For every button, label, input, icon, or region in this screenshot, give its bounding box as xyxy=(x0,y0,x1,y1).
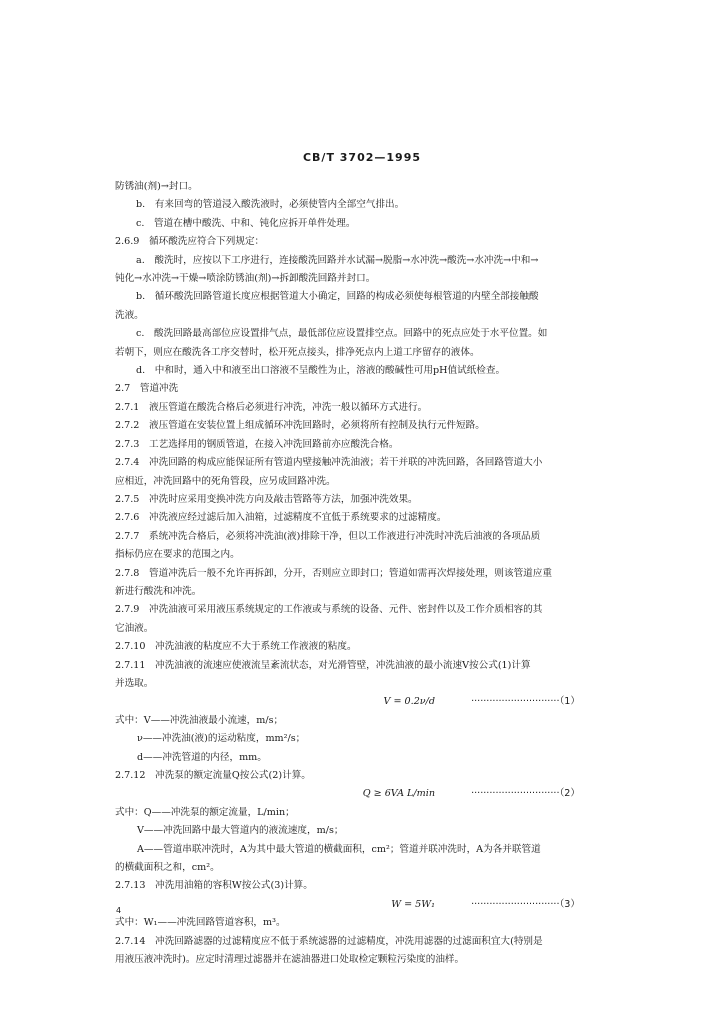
where-line: 的横截面积之和，cm²。 xyxy=(115,862,220,873)
paragraph-line: 用液压液冲洗时)。应定时清理过滤器并在滤油器进口处取检定颗粒污染度的油样。 xyxy=(115,954,465,966)
where-line: V——冲洗回路中最大管道内的液流速度，m/s； xyxy=(137,825,344,837)
paragraph-line: 2.7.5 冲洗时应采用变换冲洗方向及敲击管路等方法，加强冲洗效果。 xyxy=(115,493,418,505)
paragraph-line: 洗液。 xyxy=(115,309,144,321)
paragraph-line: c. 管道在槽中酸洗、中和、钝化应拆开单件处理。 xyxy=(136,217,356,229)
formula-2-expression: Q ≥ 6VA L/min xyxy=(362,788,435,800)
formula-1 xyxy=(115,693,580,711)
paragraph-line: 2.6.9 循环酸洗应符合下列规定： xyxy=(115,236,265,248)
where-line: 式中：Q——冲洗泵的额定流量，L/min； xyxy=(115,806,295,818)
document-body xyxy=(115,178,580,969)
paragraph-line: c. 酸洗回路最高部位应设置排气点，最低部位应设置排空点。回路中的死点应处于水平位置。如 xyxy=(136,328,548,340)
paragraph-line: b. 循环酸洗回路管道长度应根据管道大小确定，回路的构成必须使每根管道的内壁全部接触酸 xyxy=(136,291,539,303)
where-line: ν——冲洗油(液)的运动粘度，mm²/s； xyxy=(137,733,306,745)
where-line: A——管道串联冲洗时，A为其中最大管道的横截面积，cm²；管道并联冲洗时，A为各并联管道 xyxy=(137,843,541,855)
formula-3-number: ·····························（3） xyxy=(471,898,580,910)
paragraph-line: 新进行酸洗和冲洗。 xyxy=(115,585,202,597)
formula-2-number: ·····························（2） xyxy=(471,788,580,800)
paragraph-line: 2.7.6 冲洗液应经过滤后加入油箱，过滤精度不宜低于系统要求的过滤精度。 xyxy=(115,512,447,524)
paragraph-line: 2.7.8 管道冲洗后一般不允许再拆卸，分开，否则应立即封口；管道如需再次焊接处理，则该管道应重 xyxy=(115,567,552,579)
paragraph-line: 2.7 管道冲洗 xyxy=(115,383,179,395)
paragraph-line: 2.7.9 冲洗油液可采用液压系统规定的工作液或与系统的设备、元件、密封件以及工作介质相容的其 xyxy=(115,604,543,616)
paragraph-line: 钝化→水冲洗→干燥→喷涂防锈油(剂)→拆卸酸洗回路并封口。 xyxy=(115,273,376,285)
paragraph-line: 并选取。 xyxy=(115,677,154,689)
paragraph-line: 2.7.4 冲洗回路的构成应能保证所有管道内壁接触冲洗油液；若干并联的冲洗回路，各回路管道大小 xyxy=(115,457,543,469)
formula-3-expression: W = 5W₁ xyxy=(391,898,435,910)
paragraph-line: 它油液。 xyxy=(115,622,154,634)
formula-1-number: ·····························（1） xyxy=(471,696,580,708)
paragraph-line: b. 有来回弯的管道浸入酸洗液时，必须使管内全部空气排出。 xyxy=(136,199,405,211)
paragraph-line: 2.7.1 液压管道在酸洗合格后必须进行冲洗，冲洗一般以循环方式进行。 xyxy=(115,401,428,413)
section-2-7-12: 2.7.12 冲洗泵的额定流量Q按公式(2)计算。 xyxy=(115,769,311,781)
where-line: d——冲洗管道的内径，mm。 xyxy=(137,751,267,763)
paragraph-line: 若朝下，则应在酸洗各工序交替时，松开死点接头，排净死点内上道工序留存的液体。 xyxy=(115,346,480,358)
formula-1-expression: V = 0.2ν/d xyxy=(383,696,435,708)
paragraph-line: a. 酸洗时，应按以下工序进行，连接酸洗回路并水试漏→脱脂→水冲洗→酸洗→水冲洗→中和→ xyxy=(136,254,539,266)
formula-3 xyxy=(115,896,580,914)
paragraph-line: 2.7.14 冲洗回路滤器的过滤精度应不低于系统滤器的过滤精度，冲洗用滤器的过滤面积宜大(特别是 xyxy=(115,935,543,947)
page-number: 4 xyxy=(116,906,122,915)
paragraph-line: 2.7.7 系统冲洗合格后，必须将冲洗油(液)排除干净，但以工作液进行冲洗时冲洗后油液的各项品质 xyxy=(115,530,541,542)
formula-2 xyxy=(115,785,580,803)
paragraph-line: d. 中和时，通入中和液至出口溶液不呈酸性为止，溶液的酸碱性可用pH值试纸检查。 xyxy=(136,365,506,377)
text-block-main xyxy=(115,178,580,693)
paragraph-line: 2.7.10 冲洗油液的粘度应不大于系统工作液液的粘度。 xyxy=(115,641,357,653)
text-block-tail xyxy=(115,914,580,969)
paragraph-line: 防锈油(剂)→封口。 xyxy=(115,181,198,192)
text-block-where-2 xyxy=(115,804,580,878)
paragraph-line: 应相近，冲洗回路中的死角管段，应另成回路冲洗。 xyxy=(115,475,336,487)
text-block-where-1 xyxy=(115,712,580,767)
paragraph-line: 2.7.3 工艺选择用的钢质管道，在接入冲洗回路前亦应酸洗合格。 xyxy=(115,438,399,450)
standard-header: CB/T 3702—1995 xyxy=(302,151,422,164)
paragraph-line: 2.7.2 液压管道在安装位置上组成循环冲洗回路时，必须将所有控制及执行元件短路。 xyxy=(115,420,485,432)
where-line: 式中：V——冲洗油液最小流速，m/s； xyxy=(115,714,284,726)
section-2-7-13: 2.7.13 冲洗用油箱的容积W按公式(3)计算。 xyxy=(115,880,313,892)
paragraph-line: 式中：W₁——冲洗回路管道容积，m³。 xyxy=(115,917,286,929)
paragraph-line: 2.7.11 冲洗油液的流速应使液流呈紊流状态，对光滑管壁，冲洗油液的最小流速V按公式(1)计算 xyxy=(115,659,531,671)
paragraph-line: 指标仍应在要求的范围之内。 xyxy=(115,549,240,561)
